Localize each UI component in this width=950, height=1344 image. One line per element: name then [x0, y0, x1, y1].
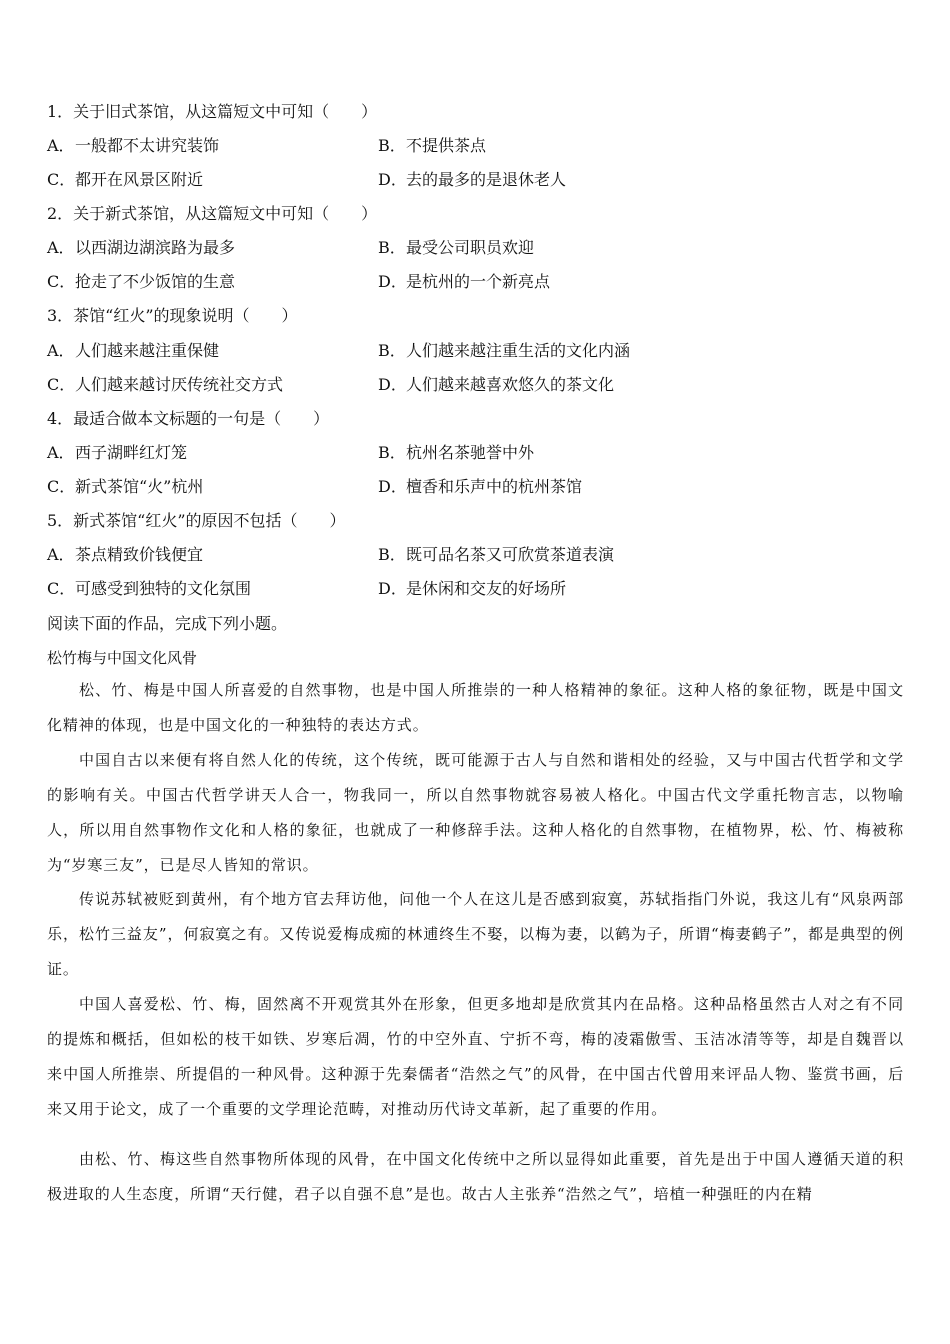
question-5-option-a: [47, 545, 203, 565]
option-text: 是杭州的一个新亮点: [406, 272, 551, 291]
reading-instruction: 阅读下面的作品，完成下列小题。: [47, 614, 288, 633]
article-paragraph-3: 传说苏轼被贬到黄州，有个地方官去拜访他，问他一个人在这儿是否感到寂寞，苏轼指指门外说，我这儿有“风泉两部乐，松竹三益友”，何寂寞之有。又传说爱梅成痴的林逋终生不娶，以梅为妻，以鹤为子，所谓“梅妻鹤子”，都是典型的例证。: [47, 890, 904, 978]
question-5-option-c: [47, 579, 251, 599]
option-label: C．: [47, 579, 76, 598]
question-3-option-b: [378, 341, 630, 361]
question-1-option-d: [378, 170, 566, 190]
question-4-option-a: [47, 443, 187, 463]
question-3-option-a: [47, 341, 219, 361]
option-label: B．: [378, 341, 406, 360]
question-4-stem: 4．最适合做本文标题的一句是（ ）: [47, 409, 330, 428]
option-label: B．: [378, 443, 406, 462]
option-text: 是休闲和交友的好场所: [406, 579, 567, 598]
option-text: 都开在风景区附近: [75, 170, 204, 189]
question-2-option-c: [47, 272, 235, 292]
question-2-option-d: [378, 272, 550, 292]
option-label: D．: [378, 477, 407, 496]
option-text: 抢走了不少饭馆的生意: [75, 272, 236, 291]
option-text: 人们越来越喜欢悠久的茶文化: [406, 375, 615, 394]
option-label: D．: [378, 272, 407, 291]
article-paragraph-4: 中国人喜爱松、竹、梅，固然离不开观赏其外在形象，但更多地却是欣赏其内在品格。这种品格虽然古人对之有不同的提炼和概括，但如松的枝干如铁、岁寒后凋，竹的中空外直、宁折不弯，梅的凌霜傲雪、玉洁冰清等等，却是自魏晋以来中国人所推崇、所提倡的一种风骨。这种源于先秦儒者“浩然之气”的风骨，在中国古代曾用来评品人物、鉴赏书画，后来又用于论文，成了一个重要的文学理论范畴，对推动历代诗文革新，起了重要的作用。: [47, 995, 904, 1118]
option-text: 人们越来越讨厌传统社交方式: [75, 375, 284, 394]
question-3-stem: 3．茶馆“红火”的现象说明（ ）: [47, 306, 298, 325]
option-text: 人们越来越注重生活的文化内涵: [406, 341, 631, 360]
question-1-option-c: [47, 170, 203, 190]
question-1-option-a: [47, 136, 219, 156]
option-label: A．: [47, 238, 75, 257]
option-label: B．: [378, 238, 406, 257]
option-text: 可感受到独特的文化氛围: [75, 579, 252, 598]
option-text: 不提供茶点: [406, 136, 487, 155]
question-3-option-c: [47, 375, 283, 395]
question-4-option-d: [378, 477, 582, 497]
question-5-option-b: [378, 545, 614, 565]
article-paragraph-5: 由松、竹、梅这些自然事物所体现的风骨，在中国文化传统中之所以显得如此重要，首先是出于中国人遵循天道的积极进取的人生态度，所谓“天行健，君子以自强不息”是也。故古人主张养“浩然之气”，培植一种强旺的内在精: [47, 1150, 904, 1203]
article-paragraph-2: 中国自古以来便有将自然人化的传统，这个传统，既可能源于古人与自然和谐相处的经验，又与中国古代哲学和文学的影响有关。中国古代哲学讲天人合一，物我同一，所以自然事物就容易被人格化。中国古代文学重托物言志，以物喻人，所以用自然事物作文化和人格的象征，也就成了一种修辞手法。这种人格化的自然事物，在植物界，松、竹、梅被称为“岁寒三友”，已是尽人皆知的常识。: [47, 751, 904, 874]
option-label: D．: [378, 170, 407, 189]
question-3-option-d: [378, 375, 614, 395]
option-label: C．: [47, 477, 76, 496]
option-text: 一般都不太讲究装饰: [75, 136, 220, 155]
option-label: C．: [47, 272, 76, 291]
option-label: A．: [47, 136, 75, 155]
option-label: C．: [47, 170, 76, 189]
option-text: 最受公司职员欢迎: [406, 238, 535, 257]
option-text: 新式茶馆“火”杭州: [75, 477, 204, 496]
question-2-stem: 2．关于新式茶馆，从这篇短文中可知（ ）: [47, 204, 378, 223]
question-5-stem: 5．新式茶馆“红火”的原因不包括（ ）: [47, 511, 346, 530]
question-4-option-c: [47, 477, 203, 497]
option-label: B．: [378, 136, 406, 155]
question-1-stem: 1．关于旧式茶馆，从这篇短文中可知（ ）: [47, 102, 378, 121]
question-1-option-b: [378, 136, 486, 156]
option-text: 人们越来越注重保健: [75, 341, 220, 360]
question-2-option-a: [47, 238, 235, 258]
question-5-option-d: [378, 579, 566, 599]
option-label: A．: [47, 443, 75, 462]
option-text: 以西湖边湖滨路为最多: [75, 238, 236, 257]
article-title: 松竹梅与中国文化风骨: [47, 649, 198, 667]
article-paragraph-1: 松、竹、梅是中国人所喜爱的自然事物，也是中国人所推崇的一种人格精神的象征。这种人格的象征物，既是中国文化精神的体现，也是中国文化的一种独特的表达方式。: [47, 681, 904, 734]
option-text: 既可品名茶又可欣赏茶道表演: [406, 545, 615, 564]
option-text: 西子湖畔红灯笼: [75, 443, 188, 462]
option-label: A．: [47, 545, 75, 564]
question-4-option-b: [378, 443, 534, 463]
option-label: B．: [378, 545, 406, 564]
option-label: A．: [47, 341, 75, 360]
option-text: 茶点精致价钱便宜: [75, 545, 204, 564]
option-text: 去的最多的是退休老人: [406, 170, 567, 189]
option-label: D．: [378, 579, 407, 598]
question-2-option-b: [378, 238, 534, 258]
option-text: 檀香和乐声中的杭州茶馆: [406, 477, 583, 496]
option-label: D．: [378, 375, 407, 394]
option-text: 杭州名茶驰誉中外: [406, 443, 535, 462]
option-label: C．: [47, 375, 76, 394]
